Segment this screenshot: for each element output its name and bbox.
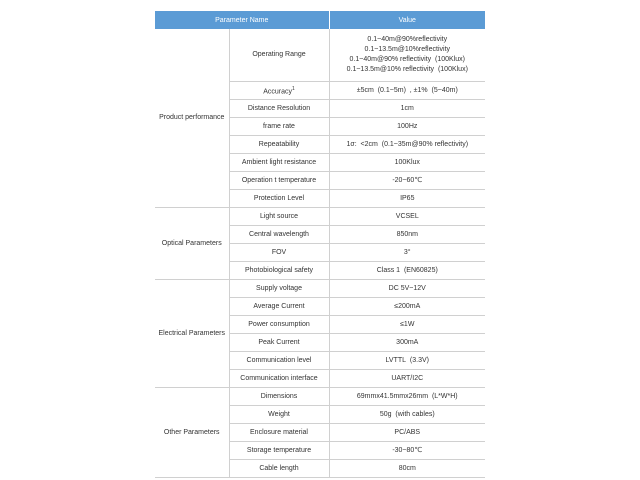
parameter-name-cell: [229, 460, 329, 478]
parameter-name: Enclosure material: [250, 428, 308, 436]
parameter-name: Repeatability: [258, 140, 300, 148]
parameter-name: Dimensions: [260, 392, 298, 400]
header-parameter-name: Parameter Name: [155, 11, 329, 29]
value-cell: -30~80℃: [329, 442, 485, 460]
value-cell: 100Hz: [329, 118, 485, 136]
parameter-name-cell: [229, 334, 329, 352]
parameter-name-cell: [229, 370, 329, 388]
parameter-name-cell: [229, 244, 329, 262]
parameter-name-cell: [229, 226, 329, 244]
value-cell: 69mmx41.5mmx26mm (L*W*H): [329, 388, 485, 406]
parameter-name: Operating Range: [252, 51, 306, 58]
parameter-name: Light source: [259, 212, 299, 220]
parameter-name-cell: [229, 316, 329, 334]
table-header: [155, 11, 485, 29]
parameter-name: Communication interface: [240, 374, 318, 382]
value-cell: -20~60℃: [329, 172, 485, 190]
parameter-name: Average Current: [253, 302, 305, 310]
value-cell: ≤1W: [329, 316, 485, 334]
parameter-name-cell: [229, 262, 329, 280]
parameter-name-cell: [229, 352, 329, 370]
value-cell: Class 1 (EN60825): [329, 262, 485, 280]
parameter-name-cell: [229, 29, 329, 82]
parameter-name-cell: [229, 406, 329, 424]
group-label: Optical Parameters: [155, 208, 229, 280]
value-cell: [329, 29, 485, 82]
parameter-name: Peak Current: [258, 338, 300, 346]
parameter-name-cell: [229, 172, 329, 190]
value-cell: ±5cm (0.1~5m) , ±1% (5~40m): [329, 82, 485, 100]
table-body: [155, 29, 485, 478]
parameter-name: Photobiological safety: [244, 266, 314, 274]
table-row: [155, 29, 485, 82]
parameter-name: Protection Level: [253, 194, 305, 202]
value-cell: 1σ: <2cm (0.1~35m@90% reflectivity): [329, 136, 485, 154]
group-label: Electrical Parameters: [155, 280, 229, 388]
parameter-name-cell: [229, 208, 329, 226]
parameter-name: Weight: [268, 410, 290, 418]
parameter-name-cell: [229, 100, 329, 118]
value-line: 0.1~13.5m@10%reflectivity: [364, 46, 451, 53]
table-row: [155, 280, 485, 298]
parameter-name-cell: [229, 298, 329, 316]
value-line: 0.1~40m@90%reflectivity: [367, 36, 448, 43]
value-cell: 50g (with cables): [329, 406, 485, 424]
value-cell: LVTTL (3.3V): [329, 352, 485, 370]
parameter-name: frame rate: [263, 122, 295, 130]
value-cell: IP65: [329, 190, 485, 208]
parameter-name: Operation t temperature: [241, 176, 317, 184]
group-label: Other Parameters: [155, 388, 229, 478]
value-cell: ≤200mA: [329, 298, 485, 316]
spec-table: [155, 11, 485, 478]
value-cell: 3°: [329, 244, 485, 262]
value-cell: UART/I2C: [329, 370, 485, 388]
footnote-marker: 1: [292, 85, 295, 92]
value-cell: 80cm: [329, 460, 485, 478]
parameter-name-cell: [229, 388, 329, 406]
value-cell: 1cm: [329, 100, 485, 118]
parameter-name-cell: [229, 442, 329, 460]
parameter-name-cell: [229, 424, 329, 442]
table-row: [155, 388, 485, 406]
value-cell: 850nm: [329, 226, 485, 244]
parameter-name-cell: [229, 280, 329, 298]
parameter-name: Supply voltage: [256, 284, 302, 292]
value-cell: VCSEL: [329, 208, 485, 226]
header-value: Value: [329, 11, 485, 29]
value-cell: PC/ABS: [329, 424, 485, 442]
value-cell: DC 5V~12V: [329, 280, 485, 298]
group-label: Product performance: [155, 29, 229, 208]
table-row: [155, 208, 485, 226]
value-cell: 100Klux: [329, 154, 485, 172]
parameter-name-cell: [229, 154, 329, 172]
parameter-name: Accuracy: [263, 88, 293, 96]
parameter-name-cell: [229, 136, 329, 154]
parameter-name: Storage temperature: [246, 446, 312, 454]
parameter-name: Power consumption: [248, 320, 310, 328]
parameter-name: Ambient light resistance: [241, 158, 317, 166]
parameter-name: FOV: [271, 248, 287, 256]
parameter-name: Cable length: [259, 464, 299, 472]
parameter-name: Communication level: [246, 356, 312, 364]
parameter-name-cell: [229, 118, 329, 136]
parameter-name-cell: [229, 190, 329, 208]
value-line: 0.1~13.5m@10% reflectivity (100Klux): [346, 66, 468, 73]
parameter-name: Distance Resolution: [247, 104, 311, 112]
value-cell: 300mA: [329, 334, 485, 352]
parameter-name: Central wavelength: [249, 230, 309, 238]
value-line: 0.1~40m@90% reflectivity (100Klux): [349, 56, 465, 63]
parameter-name-cell: [229, 82, 329, 100]
